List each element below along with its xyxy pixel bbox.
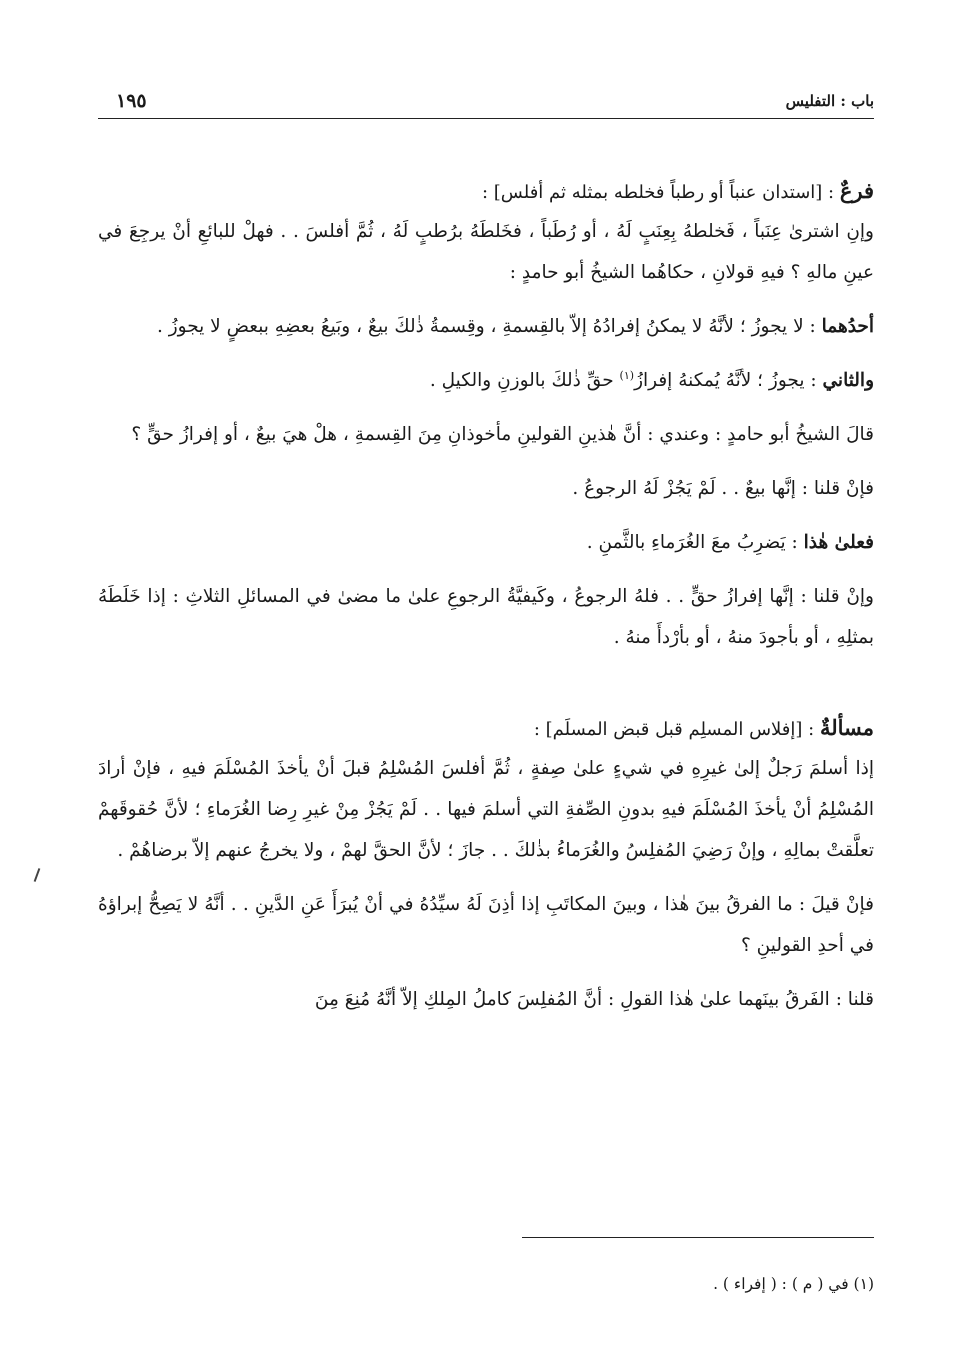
margin-mark [34,868,41,882]
footnote-ref[interactable]: (١) [619,368,635,382]
paragraph-text: : يَضرِبُ معَ الغُرَماءِ بالثَّمنِ . [586,532,804,553]
page-number: ١٩٥ [116,90,147,112]
paragraph [98,522,874,563]
paragraph: فإنْ قلنا : إنَّها بيعٌ . . لَمْ يَجُزْ لَهُ الرجوعُ . [572,478,874,499]
paragraph-label: أحدُهما [821,316,874,337]
paragraph: إذا أسلمَ رَجلٌ إلىٰ غيرِهِ في شيءٍ علىٰ صِفةٍ ، ثُمَّ أفلسَ المُسْلِمُ قبلَ أنْ يأخذَ المُسْلَمَ فيهِ ، فإنْ أرادَ المُسْلِمُ أنْ يأخذَ المُسْلَمَ فيهِ بدونِ الصِّفةِ التي أسلمَ فيها . . لَمْ يَجُزْ مِنْ غيرِ رِضا الغُرَماءِ ؛ لأنَّ حُقوقَهمْ تعلَّقتْ بمالِهِ ، وإنْ رَضِيَ المُفلِسُ والغُرَماءُ بذٰلكَ . . جازَ ؛ لأنَّ الحقَّ لهمْ ، ولا يخرجُ عنهم إلاّ برضاهُمْ . [98,758,874,861]
page-body [98,178,874,1033]
paragraph-text: : لا يجوزُ ؛ لأنَّهُ لا يمكنُ إفرادُهُ إلاّ بالقِسمةِ ، وقِسمةُ ذٰلكَ بيعٌ ، وبَيعُ بعضِهِ ببعضٍ لا يجوزُ . [156,316,822,337]
paragraph-text: حقِّ ذٰلكَ بالوزنِ والكيلِ . [429,370,620,391]
section-separator: : [802,719,820,740]
section-label: فرعٌ [839,178,874,203]
paragraph [98,360,874,401]
running-header [98,84,874,119]
paragraph-label: فعلىٰ هٰذا [803,532,874,553]
footnote-divider [522,1237,874,1238]
paragraph: قلنا : الفَرقُ بينَهما علىٰ هٰذا القولِ : أنَّ المُفلِسَ كاملُ المِلكِ إلاّ أنَّهُ مُنِعَ مِنَ [314,989,874,1010]
paragraph: وإنْ قلنا : إنَّها إفرازُ حقٍّ . . فلهُ الرجوعُ ، وكَيفيَّةُ الرجوعِ علىٰ ما مضىٰ في المسائلِ الثلاثِ : إذا خَلَطَهُ بمثلِهِ ، أو بأجودَ منهُ ، أو بأرْدأَ منهُ . [98,586,874,648]
footnote: (١) في ( م ) : ( إفراء ) . [713,1275,874,1293]
paragraph-text: : يجوزُ ؛ لأنَّهُ يُمكنهُ إفرازُ [634,370,823,391]
paragraph-label: والثاني [822,370,874,391]
section-heading-1 [98,178,874,203]
paragraph: وإنِ اشترىٰ عِنَباً ، فَخلطهُ بِعِنَبٍ لَهُ ، أو رُطَباً ، فخَلطَهُ برُطبٍ لَهُ ، ثُمَّ أفلسَ . . فهلْ للبائعِ أنْ يرجِعَ في عينِ مالهِ ؟ فيهِ قولانِ ، حكاهُما الشيخُ أبو حامدٍ : [98,221,874,283]
book-page [98,0,874,1368]
paragraph: قالَ الشيخُ أبو حامدٍ : وعندي : أنَّ هٰذينِ القولينِ مأخوذانِ مِنَ القِسمةِ ، هلْ هيَ بيعٌ ، أو إفرازُ حقٍّ ؟ [131,424,874,445]
section-label: مسألةٌ [819,715,874,740]
section-heading-2 [98,715,874,740]
paragraph [98,306,874,347]
section-title: [استدان عنباً أو رطباً فخلطه بمثله ثم أفلس] : [481,182,823,203]
section-gap [98,671,874,715]
section-title: [إفلاس المسلِم قبل قبض المسلَم] : [533,719,803,740]
paragraph: فإنْ قيلَ : ما الفرقُ بينَ هٰذا ، وبينَ المكاتَبِ إذا أذِنَ لَهُ سيِّدُهُ في أنْ يُبرَأَ عَنِ الدَّينِ . . أنَّهُ لا يَصِحُّ إبراؤهُ في أحدِ القولينِ ؟ [98,894,874,956]
chapter-title: باب : التفليس [785,92,874,110]
section-separator: : [822,182,840,203]
